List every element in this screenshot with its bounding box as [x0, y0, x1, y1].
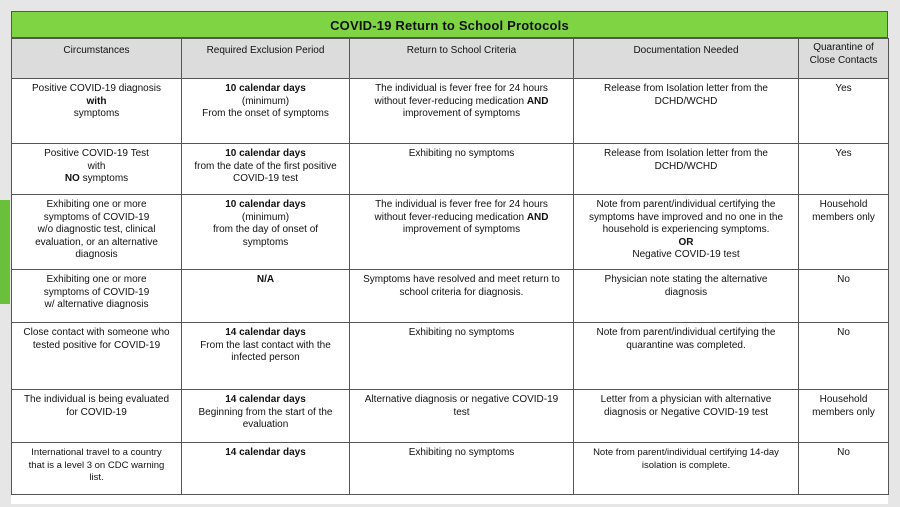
circumstance-cell — [12, 443, 182, 495]
quarantine-text: members only — [812, 211, 875, 223]
header-quarantine-line2: Close Contacts — [809, 54, 878, 66]
table-row — [12, 390, 889, 443]
exclusion-text: infected person — [231, 352, 300, 363]
exclusion-days: 14 calendar days — [225, 394, 306, 405]
circumstance-cell — [12, 79, 182, 144]
criteria-text: test — [453, 406, 470, 418]
header-circumstances: Circumstances — [12, 39, 182, 79]
documentation-cell — [574, 79, 799, 144]
documentation-text: household is experiencing symptoms. — [602, 224, 770, 235]
circumstance-text: w/ alternative diagnosis — [44, 299, 149, 310]
exclusion-days: 10 calendar days — [225, 148, 306, 159]
criteria-text: Symptoms have resolved and meet return to — [363, 274, 560, 285]
table-row — [12, 195, 889, 270]
table-row — [12, 443, 889, 495]
criteria-text: improvement of symptoms — [402, 108, 521, 119]
criteria-text — [355, 212, 568, 225]
exclusion-text: symptoms — [242, 236, 289, 248]
criteria-text: without fever-reducing medication — [374, 95, 527, 107]
circumstance-text: symptoms of COVID-19 — [43, 211, 150, 223]
criteria-text — [355, 96, 568, 109]
exclusion-text: (minimum) — [241, 211, 290, 223]
circumstance-cell — [12, 195, 182, 270]
header-documentation: Documentation Needed — [574, 39, 799, 79]
circumstance-cell — [12, 270, 182, 323]
documentation-cell — [574, 195, 799, 270]
circumstance-text: for COVID-19 — [66, 406, 127, 418]
documentation-text: DCHD/WCHD — [654, 160, 718, 172]
quarantine-cell: No — [799, 443, 889, 495]
exclusion-days: N/A — [256, 274, 275, 285]
exclusion-cell — [182, 443, 350, 495]
table-row — [12, 79, 889, 144]
documentation-text: quarantine was completed. — [626, 339, 746, 351]
exclusion-text: From the last contact with the — [200, 339, 331, 351]
documentation-cell — [574, 390, 799, 443]
circumstance-text: Positive COVID-19 diagnosis — [32, 83, 161, 94]
exclusion-text: from the day of onset of — [212, 224, 319, 235]
criteria-text: Exhibiting no symptoms — [408, 148, 515, 159]
circumstance-cell — [12, 390, 182, 443]
documentation-text: diagnosis or Negative COVID-19 test — [604, 406, 768, 418]
documentation-text: Letter from a physician with alternative — [600, 394, 772, 405]
criteria-and: AND — [526, 95, 549, 107]
documentation-cell — [574, 323, 799, 390]
criteria-text: without fever-reducing medication — [374, 211, 527, 223]
criteria-text: improvement of symptoms — [402, 224, 521, 235]
criteria-text: Alternative diagnosis or negative COVID-19 — [364, 394, 559, 405]
exclusion-days: 10 calendar days — [225, 83, 306, 94]
criteria-cell — [350, 443, 574, 495]
circumstance-text: symptoms — [73, 108, 120, 119]
header-quarantine-line1: Quarantine of — [813, 42, 874, 53]
header-quarantine — [799, 39, 889, 79]
documentation-text: symptoms have improved and no one in the — [589, 211, 783, 223]
circumstance-cell — [12, 144, 182, 195]
table-row — [12, 144, 889, 195]
header-return-criteria: Return to School Criteria — [350, 39, 574, 79]
exclusion-cell — [182, 323, 350, 390]
circumstance-text: symptoms — [79, 173, 129, 184]
quarantine-cell: No — [799, 323, 889, 390]
circumstance-text: that is a level 3 on CDC warning — [28, 459, 165, 471]
quarantine-cell: No — [799, 270, 889, 323]
protocols-page — [11, 11, 888, 504]
circumstance-text: symptoms of COVID-19 — [43, 286, 150, 298]
exclusion-text: evaluation — [242, 419, 289, 430]
table-row — [12, 323, 889, 390]
header-row — [12, 39, 889, 79]
circumstance-text: Close contact with someone who — [23, 327, 170, 338]
table-row — [12, 270, 889, 323]
page-title: COVID-19 Return to School Protocols — [11, 11, 888, 38]
exclusion-cell — [182, 270, 350, 323]
circumstance-text: list. — [89, 472, 104, 483]
exclusion-text: from the date of the first positive — [194, 160, 337, 172]
left-accent-bar — [0, 200, 10, 304]
criteria-cell — [350, 270, 574, 323]
quarantine-cell: Yes — [799, 144, 889, 195]
criteria-text: Exhibiting no symptoms — [408, 327, 515, 338]
criteria-and: AND — [526, 211, 549, 223]
circumstance-text: International travel to a country — [31, 447, 162, 458]
exclusion-cell — [182, 390, 350, 443]
circumstance-no: NO — [64, 173, 80, 184]
circumstance-text: evaluation, or an alternative — [35, 236, 158, 248]
quarantine-text: members only — [812, 406, 875, 418]
documentation-text: isolation is complete. — [641, 459, 731, 471]
documentation-text: DCHD/WCHD — [654, 95, 718, 107]
circumstance-text — [17, 173, 176, 186]
documentation-cell — [574, 270, 799, 323]
circumstance-text: with — [86, 95, 107, 107]
exclusion-cell — [182, 144, 350, 195]
exclusion-days: 10 calendar days — [225, 199, 306, 210]
circumstance-text: Positive COVID-19 Test — [44, 148, 149, 159]
documentation-text: Negative COVID-19 test — [632, 249, 740, 260]
documentation-text: Note from parent/individual certifying the — [596, 327, 776, 338]
criteria-text: Exhibiting no symptoms — [408, 447, 515, 458]
documentation-text: Release from Isolation letter from the — [604, 148, 768, 159]
exclusion-days: 14 calendar days — [225, 327, 306, 338]
criteria-cell — [350, 144, 574, 195]
quarantine-cell: Yes — [799, 79, 889, 144]
circumstance-text: Exhibiting one or more — [46, 199, 147, 210]
exclusion-text: From the onset of symptoms — [202, 108, 329, 119]
criteria-cell — [350, 323, 574, 390]
criteria-text: The individual is fever free for 24 hours — [375, 83, 548, 94]
exclusion-text: Beginning from the start of the — [198, 406, 333, 418]
criteria-cell — [350, 390, 574, 443]
circumstance-text: The individual is being evaluated — [23, 394, 170, 405]
protocols-table — [11, 38, 889, 495]
criteria-text: school criteria for diagnosis. — [399, 286, 524, 298]
documentation-text: Note from parent/individual certifying 14-day — [593, 447, 779, 458]
quarantine-cell — [799, 390, 889, 443]
documentation-text: Note from parent/individual certifying the — [596, 199, 776, 210]
header-exclusion-period: Required Exclusion Period — [182, 39, 350, 79]
documentation-text: Release from Isolation letter from the — [604, 83, 768, 94]
circumstance-text: Exhibiting one or more — [46, 274, 147, 285]
circumstance-text: diagnosis — [75, 249, 118, 260]
exclusion-text: COVID-19 test — [232, 173, 299, 184]
criteria-cell — [350, 195, 574, 270]
documentation-cell — [574, 443, 799, 495]
exclusion-cell — [182, 195, 350, 270]
documentation-or: OR — [678, 236, 694, 248]
criteria-cell — [350, 79, 574, 144]
exclusion-days: 14 calendar days — [225, 447, 306, 458]
circumstance-cell — [12, 323, 182, 390]
circumstance-text: with — [87, 160, 106, 172]
quarantine-text: Household — [819, 199, 868, 210]
criteria-text: The individual is fever free for 24 hours — [375, 199, 548, 210]
quarantine-text: Household — [819, 394, 868, 405]
exclusion-text: (minimum) — [241, 95, 290, 107]
documentation-cell — [574, 144, 799, 195]
circumstance-text: tested positive for COVID-19 — [32, 339, 161, 351]
quarantine-cell — [799, 195, 889, 270]
circumstance-text: w/o diagnostic test, clinical — [37, 224, 156, 235]
exclusion-cell — [182, 79, 350, 144]
documentation-text: diagnosis — [664, 286, 708, 298]
documentation-text: Physician note stating the alternative — [604, 274, 768, 285]
